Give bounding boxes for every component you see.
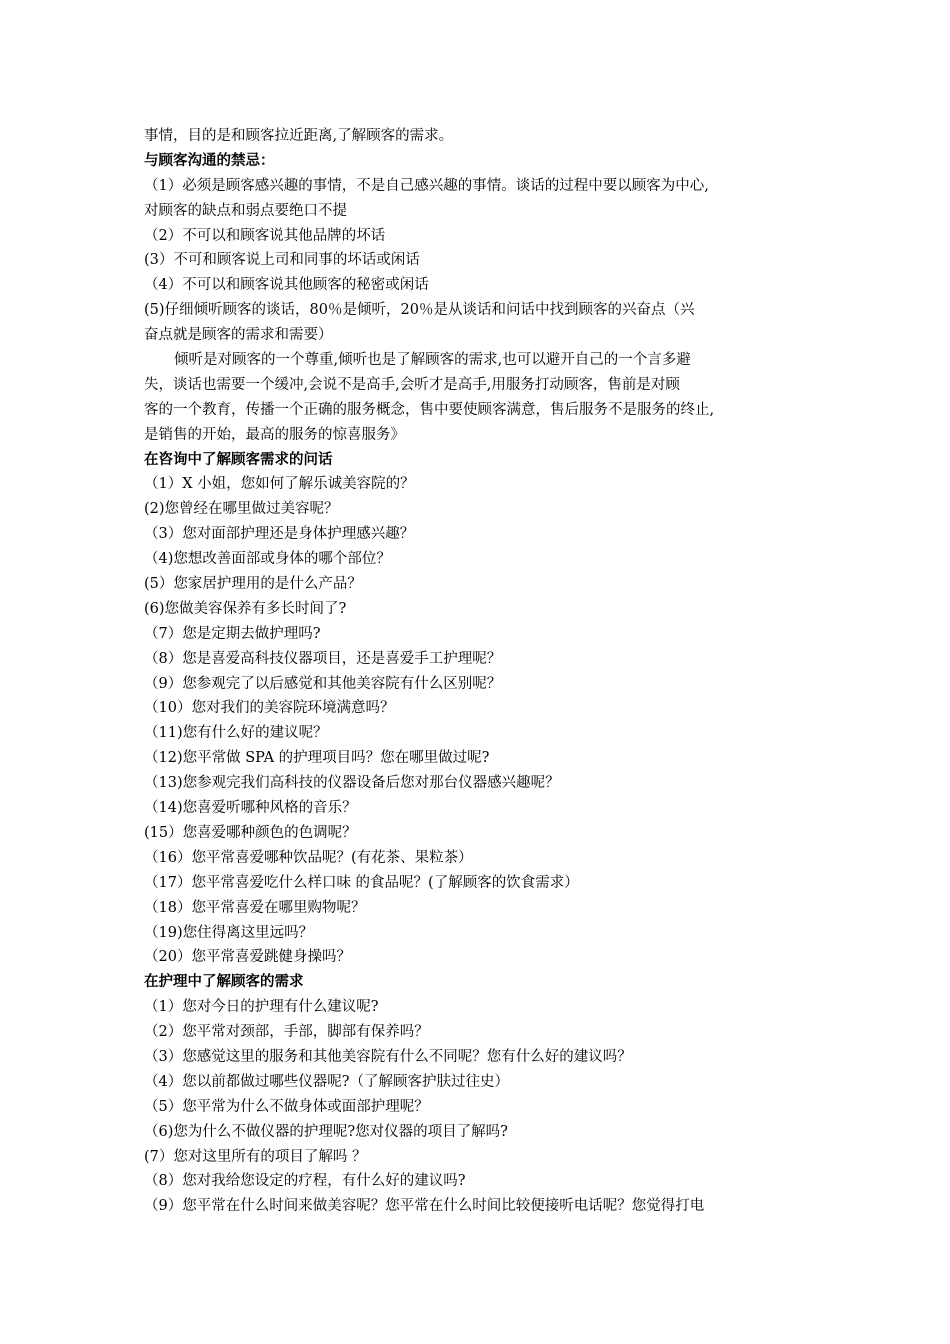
care-question: （9）您平常在什么时间来做美容呢？您平常在什么时间比较便接听电话呢？您觉得打电 bbox=[144, 1198, 705, 1215]
consult-question: （11)您有什么好的建议呢？ bbox=[144, 725, 328, 742]
consult-question: （4)您想改善面部或身体的哪个部位？ bbox=[144, 551, 391, 568]
care-question: （4）您以前都做过哪些仪器呢?（了解顾客护肤过往史） bbox=[144, 1073, 509, 1090]
listening-paragraph-line: 是销售的开始，最高的服务的惊喜服务》 bbox=[144, 426, 405, 443]
taboo-line: 奋点就是顾客的需求和需要） bbox=[144, 327, 333, 344]
consult-question: （20）您平常喜爱跳健身操吗？ bbox=[144, 949, 351, 966]
consult-question: （10）您对我们的美容院环境满意吗？ bbox=[144, 700, 395, 717]
care-question: （5）您平常为什么不做身体或面部护理呢？ bbox=[144, 1098, 429, 1115]
listening-paragraph-line: 客的一个教育，传播一个正确的服务概念，售中要使顾客满意，售后服务不是服务的终止, bbox=[144, 401, 715, 418]
listening-paragraph-line: 失，谈话也需要一个缓冲,会说不是高手,会听才是高手,用服务打动顾客，售前是对顾 bbox=[144, 376, 680, 393]
section-heading-consult: 在咨询中了解顾客需求的问话 bbox=[144, 451, 333, 468]
consult-question: （1）X 小姐，您如何了解乐诚美容院的？ bbox=[144, 476, 415, 493]
consult-question: (6)您做美容保养有多长时间了? bbox=[144, 600, 347, 617]
care-question: （1）您对今日的护理有什么建议呢? bbox=[144, 999, 379, 1016]
consult-question: (15）您喜爱哪种颜色的色调呢？ bbox=[144, 824, 357, 841]
care-question: （3）您感觉这里的服务和其他美容院有什么不同呢？您有什么好的建议吗？ bbox=[144, 1048, 632, 1065]
consult-question: （19)您住得离这里远吗？ bbox=[144, 924, 314, 941]
care-question: （2）您平常对颈部，手部，脚部有保养吗？ bbox=[144, 1024, 429, 1041]
care-question: （8）您对我给您设定的疗程，有什么好的建议吗? bbox=[144, 1173, 466, 1190]
consult-question: （3）您对面部护理还是身体护理感兴趣？ bbox=[144, 526, 415, 543]
taboo-line: （4）不可以和顾客说其他顾客的秘密或闲话 bbox=[144, 277, 429, 294]
consult-question: (2)您曾经在哪里做过美容呢？ bbox=[144, 501, 339, 518]
consult-question: （16）您平常喜爱哪种饮品呢？(有花茶、果粒茶） bbox=[144, 849, 473, 866]
taboo-line: （1）必须是顾客感兴趣的事情，不是自己感兴趣的事情。谈话的过程中要以顾客为中心, bbox=[144, 177, 709, 194]
consult-question: （18）您平常喜爱在哪里购物呢？ bbox=[144, 899, 366, 916]
consult-question: （12)您平常做 SPA 的护理项目吗？您在哪里做过呢? bbox=[144, 750, 490, 767]
taboo-line: 对顾客的缺点和弱点要绝口不提 bbox=[144, 202, 347, 219]
consult-question: (5）您家居护理用的是什么产品？ bbox=[144, 576, 362, 593]
consult-question: （8）您是喜爱高科技仪器项目，还是喜爱手工护理呢？ bbox=[144, 650, 502, 667]
consult-question: （17）您平常喜爱吃什么样口味 的食品呢？(了解顾客的饮食需求） bbox=[144, 874, 579, 891]
taboo-line: （2）不可以和顾客说其他品牌的坏话 bbox=[144, 227, 386, 244]
section-heading-care: 在护理中了解顾客的需求 bbox=[144, 974, 304, 991]
intro-line: 事情，目的是和顾客拉近距离,了解顾客的需求。 bbox=[144, 128, 454, 144]
document-body bbox=[144, 124, 824, 1219]
consult-question: （7）您是定期去做护理吗? bbox=[144, 625, 321, 642]
consult-question: （9）您参观完了以后感觉和其他美容院有什么区别呢？ bbox=[144, 675, 502, 692]
taboo-line: (3）不可和顾客说上司和同事的坏话或闲话 bbox=[144, 252, 420, 269]
section-heading-taboos: 与顾客沟通的禁忌： bbox=[144, 152, 275, 169]
care-question: (7）您对这里所有的项目了解吗 ？ bbox=[144, 1148, 367, 1165]
care-question: （6)您为什么不做仪器的护理呢?您对仪器的项目了解吗? bbox=[144, 1123, 508, 1140]
consult-question: （14)您喜爱听哪种风格的音乐？ bbox=[144, 800, 357, 817]
consult-question: （13)您参观完我们高科技的仪器设备后您对那台仪器感兴趣呢？ bbox=[144, 775, 560, 792]
listening-paragraph-line: 倾听是对顾客的一个尊重,倾听也是了解顾客的需求,也可以避开自己的一个言多避 bbox=[174, 352, 691, 369]
taboo-line: (5)仔细倾听顾客的谈话，80％是倾听，20％是从谈话和问话中找到顾客的兴奋点（兴 bbox=[144, 302, 695, 319]
